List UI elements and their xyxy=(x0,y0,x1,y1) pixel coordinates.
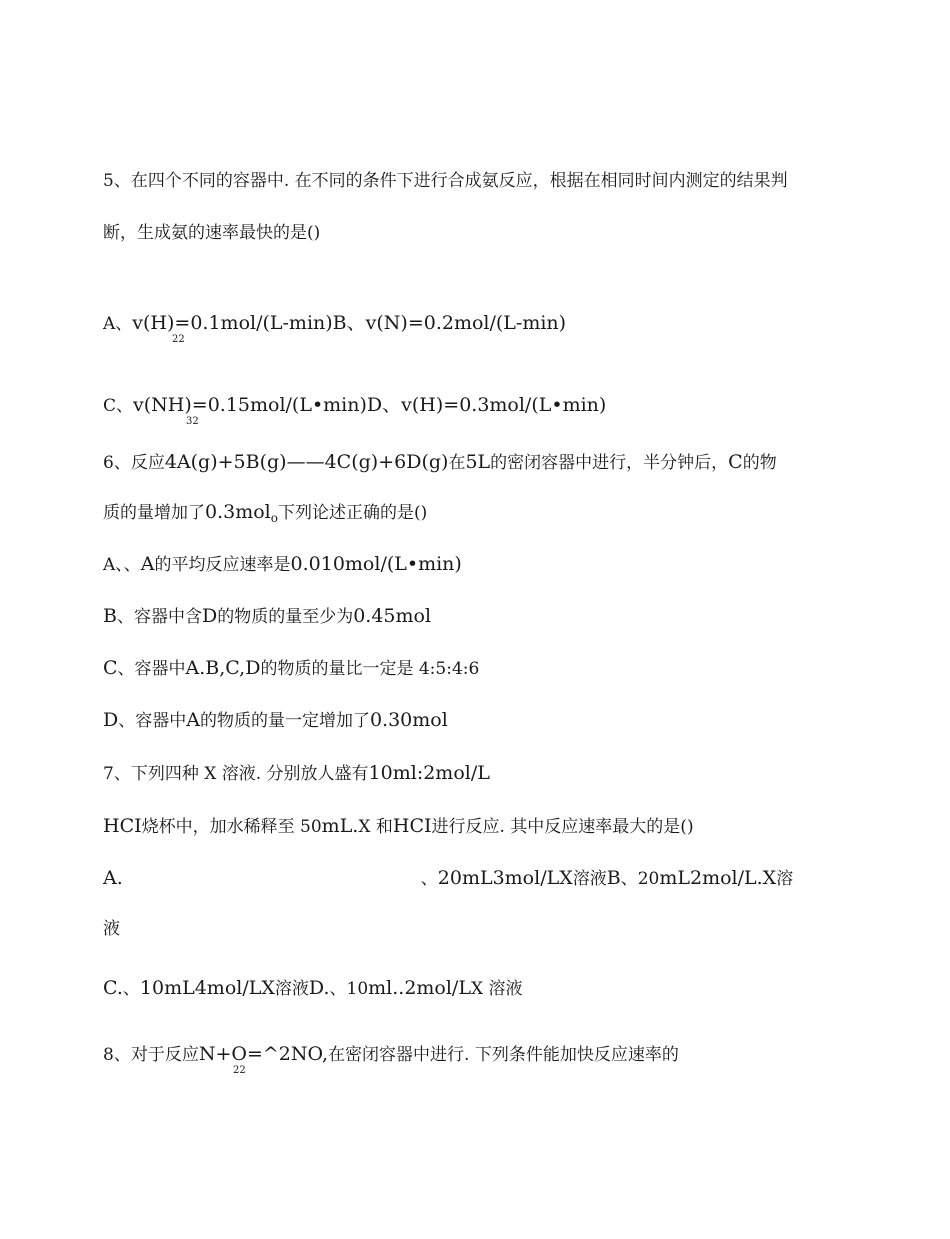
q7-text: 溶液 xyxy=(572,869,607,889)
q7-text: 溶 xyxy=(776,869,794,889)
q7-text: 、10 xyxy=(329,979,369,999)
q7-stem-line-1 xyxy=(103,762,490,785)
q6-species-list: A.B,C,D xyxy=(185,657,261,679)
q7-option-b-letter: B xyxy=(606,867,621,889)
q7-acid-spec: 10ml:2mol/L xyxy=(368,762,490,784)
q6-volume: 5L xyxy=(465,451,491,473)
q7-text: 溶液 xyxy=(274,979,309,999)
q7-text: 、 xyxy=(420,869,438,889)
q5-options-ab xyxy=(103,312,566,335)
q7-options-ab xyxy=(103,867,793,890)
q7-option-c-solution: 10mL4mol/LX xyxy=(139,977,275,999)
q8-text: 在密闭容器中进行. 下列条件能加快反应速率的 xyxy=(328,1045,679,1065)
q7-acid: HCI xyxy=(392,815,432,837)
q7-acid: HCI xyxy=(103,815,142,837)
q6-rate-value: 0.010mol/(L•min) xyxy=(290,553,462,575)
q6-amount: 0.3mol xyxy=(205,501,271,523)
q6-option-a-prefix: A、、 xyxy=(103,555,141,575)
q7-text: 烧杯中，加水稀释至 50 xyxy=(141,817,322,837)
q7-unit: mL. xyxy=(321,815,359,837)
q7-option-a-letter: A. xyxy=(103,867,123,889)
q5-stem-line-2: 断，生成氨的速率最快的是() xyxy=(103,223,321,243)
q6-amount-value: 0.45mol xyxy=(353,605,432,627)
q6-text: 的平均反应速率是 xyxy=(154,555,291,575)
q6-option-b-letter: B xyxy=(103,605,117,627)
q8-subscript: 22 xyxy=(233,1065,246,1076)
q7-text: 进行反应. 其中反应速率最大的是() xyxy=(431,817,694,837)
q8-stem-line-1 xyxy=(103,1043,679,1066)
q6-text: 、容器中 xyxy=(118,711,187,731)
q6-species-c: C xyxy=(728,451,743,473)
q6-species: D xyxy=(201,605,218,627)
q6-option-c xyxy=(103,657,479,680)
q6-text: 的物质的量一定增加了 xyxy=(199,711,370,731)
q6-stem-line-2 xyxy=(103,501,427,529)
q7-options-ab-wrap: 液 xyxy=(103,919,120,939)
q6-text: 的密闭容器中进行，半分钟后， xyxy=(490,453,729,473)
q6-text: 6、反应 xyxy=(103,453,165,473)
q7-text: 、 xyxy=(122,979,140,999)
q7-option-a-solution: 20mL3mol/LX xyxy=(437,867,573,889)
q6-text: 、容器中含 xyxy=(116,607,202,627)
q6-species: A xyxy=(186,709,200,731)
q7-text: 7、下列四种 X 溶液. 分别放人盛有 xyxy=(103,764,369,784)
q6-period-mark: o xyxy=(270,511,278,525)
q8-reaction-equation: N+O=^2NO, xyxy=(198,1043,329,1065)
q5-options-cd xyxy=(103,394,606,417)
q6-option-d xyxy=(103,709,448,732)
q6-option-b xyxy=(103,605,431,628)
q5-subscript-cd: 32 xyxy=(186,416,199,427)
q6-option-a xyxy=(103,553,462,576)
q6-option-c-letter: C xyxy=(103,657,118,679)
q5-stem-line-1: 5、在四个不同的容器中. 在不同的条件下进行合成氨反应，根据在相同时间内测定的结果判 xyxy=(103,171,788,191)
q7-text: 、20 xyxy=(620,869,660,889)
q6-text: 在 xyxy=(448,453,466,473)
q6-text: 、容器中 xyxy=(117,659,186,679)
q7-option-d-solution: ml..2mol/L xyxy=(368,977,471,999)
q6-amount-value: 0.30mol xyxy=(369,709,448,731)
q8-text: 8、对于反应 xyxy=(103,1045,199,1065)
q5-options-cd-formula: v(NH)=0.15mol/(L•min)D、v(H)=0.3mol/(L•min) xyxy=(133,394,607,416)
q7-text: X 和 xyxy=(358,817,393,837)
q6-text: 的物 xyxy=(742,453,777,473)
q6-species: A xyxy=(140,553,155,575)
q5-option-c-prefix: C、 xyxy=(103,396,134,416)
q6-text: 的物质的量至少为 xyxy=(217,607,354,627)
q7-option-c-letter: C. xyxy=(103,977,123,999)
q6-stem-line-1 xyxy=(103,451,777,474)
q5-option-a-prefix: A、 xyxy=(103,314,133,334)
q5-subscript-ab: 22 xyxy=(172,334,185,345)
q7-stem-line-2 xyxy=(103,815,694,838)
q6-option-d-letter: D xyxy=(103,709,119,731)
q6-reaction-equation: 4A(g)+5B(g)——4C(g)+6D(g) xyxy=(164,451,449,473)
q7-text: X 溶液 xyxy=(470,979,523,999)
q5-options-ab-formula: v(H)=0.1mol/(L-min)B、v(N)=0.2mol/(L-min) xyxy=(132,312,567,334)
q6-text: 的物质的量比一定是 4:5:4:6 xyxy=(260,659,480,679)
q7-options-cd xyxy=(103,977,522,1000)
q7-option-b-solution: mL2mol/L.X xyxy=(659,867,777,889)
q7-option-d-letter: D. xyxy=(308,977,330,999)
q6-text: 下列论述正确的是() xyxy=(277,503,428,523)
q6-text: 质的量增加了 xyxy=(103,503,205,523)
